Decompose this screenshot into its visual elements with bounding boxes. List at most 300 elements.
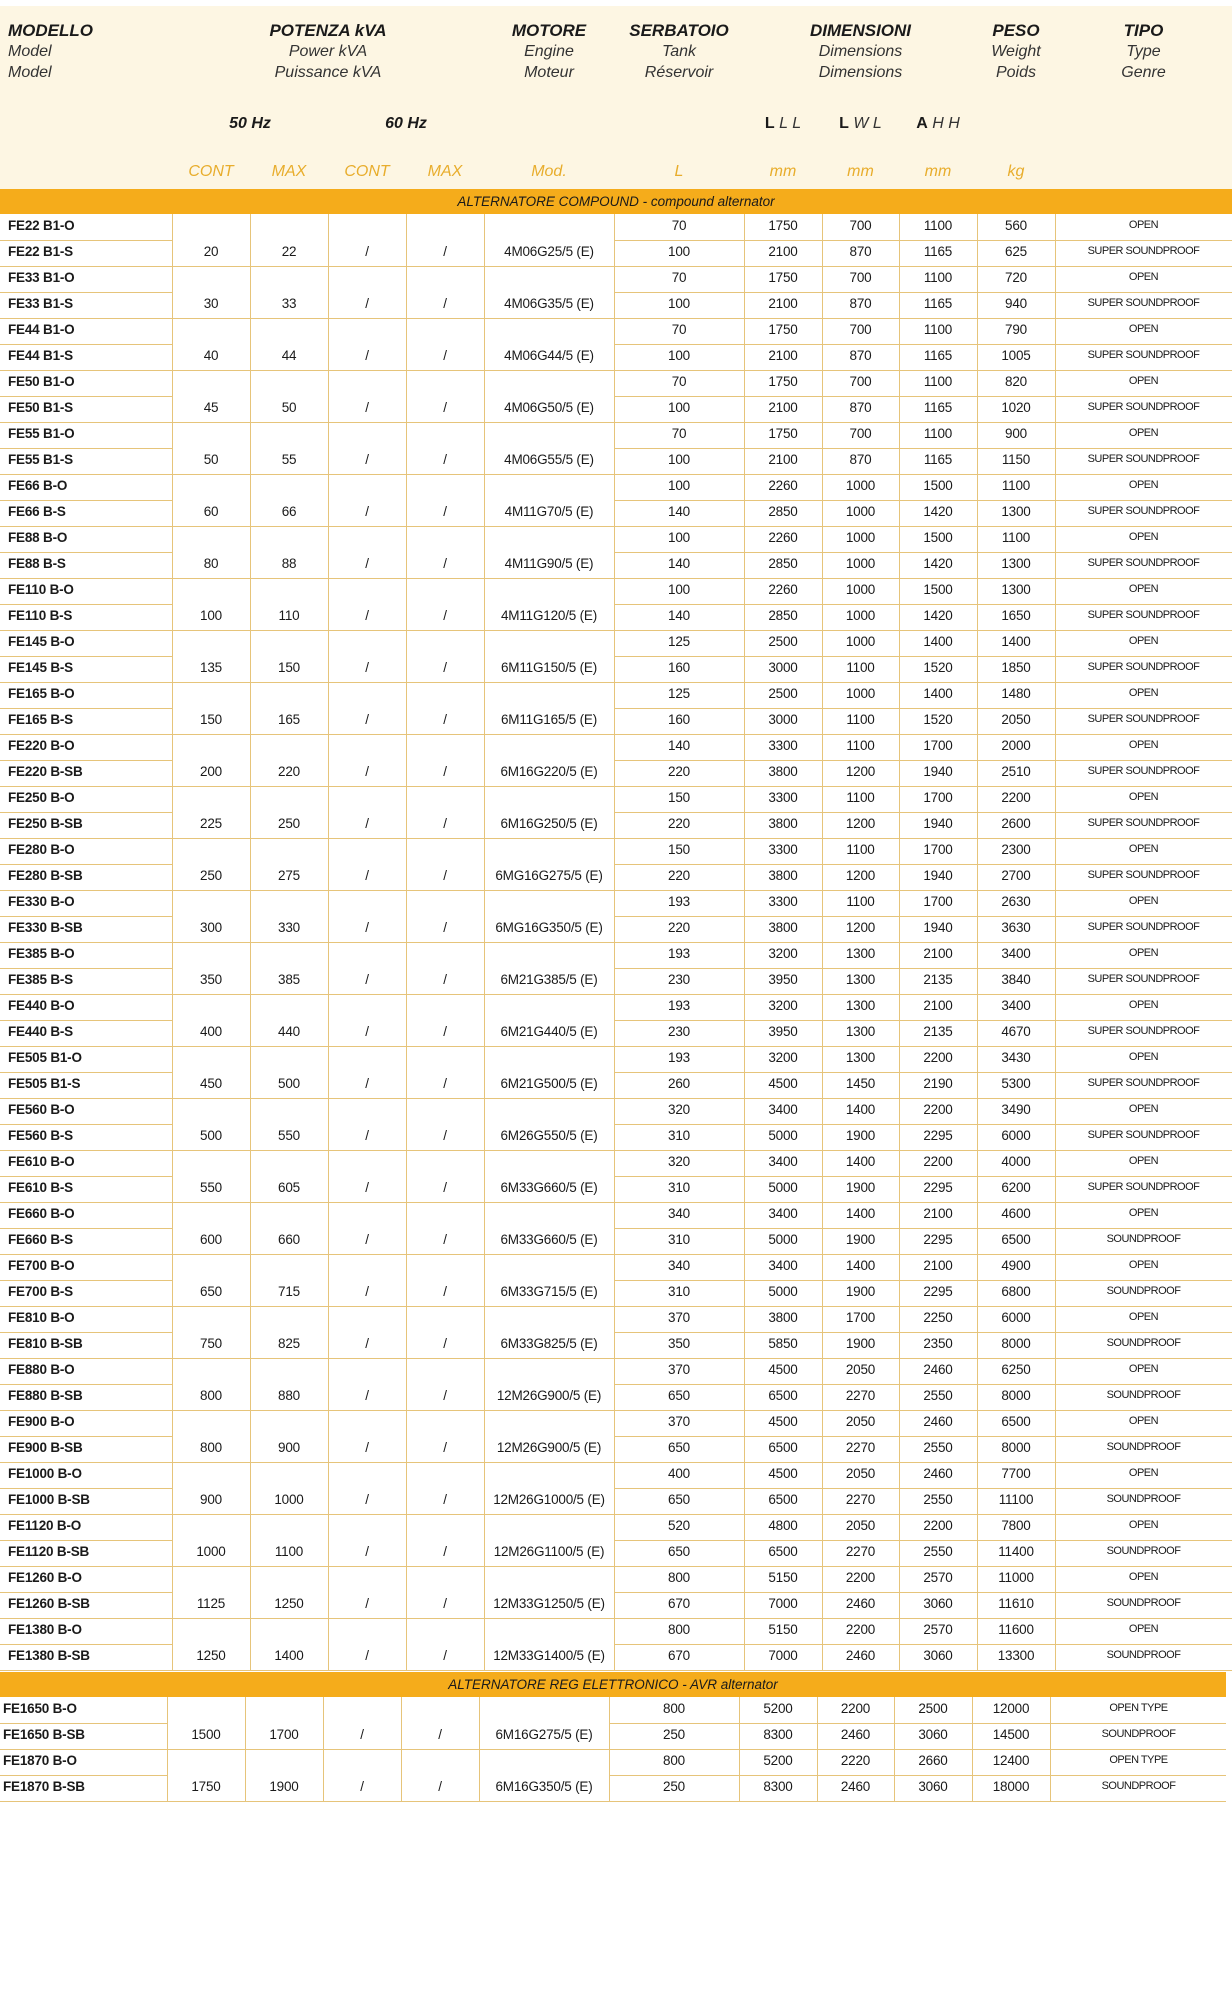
- height-mm: 2550: [923, 1492, 953, 1507]
- width-mm: 1000: [845, 556, 876, 571]
- col-weight-header: [977, 20, 1055, 83]
- length-mm: 2260: [768, 530, 798, 545]
- enclosure-type: OPEN: [1128, 1363, 1159, 1375]
- height-mm: 1165: [923, 452, 953, 467]
- tank-capacity: 310: [668, 1180, 690, 1195]
- width-mm: 1100: [846, 738, 875, 753]
- model-name: FE330 B-SB: [8, 920, 83, 935]
- power-50hz-max: 1400: [274, 1648, 304, 1663]
- enclosure-type: SOUNDPROOF: [1106, 1441, 1181, 1453]
- weight-kg: 11610: [998, 1596, 1034, 1611]
- engine-model: 6M26G550/5 (E): [500, 1128, 598, 1143]
- weight-kg: 11400: [998, 1544, 1034, 1559]
- col-divider: [323, 1697, 324, 1801]
- row-divider: [0, 1046, 1232, 1047]
- height-mm: 1100: [923, 426, 953, 441]
- power-60hz-cont: /: [360, 1779, 364, 1794]
- row-divider: [614, 1540, 1232, 1541]
- table-header: [0, 6, 1232, 189]
- dim-length-initial: L: [764, 115, 775, 132]
- width-mm: 700: [849, 374, 872, 389]
- col-divider: [1050, 1697, 1051, 1801]
- row-divider: [0, 1332, 172, 1333]
- power-60hz-cont: /: [365, 816, 369, 831]
- engine-model: 4M06G50/5 (E): [504, 400, 594, 415]
- power-60hz-max: /: [443, 660, 447, 675]
- model-name: FE560 B-S: [8, 1128, 73, 1143]
- model-name: FE88 B-O: [8, 530, 68, 545]
- height-mm: 1940: [923, 868, 953, 883]
- weight-kg: 12400: [992, 1753, 1030, 1768]
- row-divider: [0, 968, 172, 969]
- row-divider: [0, 526, 1232, 527]
- power-60hz-max: /: [443, 972, 447, 987]
- weight-kg: 3400: [1001, 998, 1031, 1013]
- power-60hz-cont: /: [365, 1336, 369, 1351]
- weight-kg: 6200: [1001, 1180, 1031, 1195]
- power-60hz-cont: /: [365, 1232, 369, 1247]
- power-60hz-cont: /: [365, 920, 369, 935]
- power-50hz-cont: 20: [203, 244, 219, 259]
- power-60hz-max: /: [443, 296, 447, 311]
- engine-header-en: Engine: [524, 43, 574, 60]
- weight-kg: 1300: [1001, 582, 1031, 597]
- width-mm: 1900: [845, 1336, 876, 1351]
- enclosure-type: OPEN: [1128, 1051, 1159, 1063]
- power-50hz-cont: 550: [200, 1180, 222, 1195]
- width-mm: 2460: [845, 1648, 876, 1663]
- model-name: FE145 B-O: [8, 634, 75, 649]
- row-divider: [0, 318, 1232, 319]
- tank-capacity: 320: [668, 1154, 690, 1169]
- weight-kg: 820: [1005, 374, 1027, 389]
- weight-kg: 4900: [1001, 1258, 1031, 1273]
- width-mm: 1200: [845, 868, 876, 883]
- weight-kg: 2630: [1001, 894, 1031, 909]
- height-mm: 2190: [923, 1076, 953, 1091]
- col-divider: [401, 1697, 402, 1801]
- engine-model: 4M06G44/5 (E): [504, 348, 594, 363]
- height-mm: 1100: [923, 374, 953, 389]
- tank-capacity: 250: [663, 1727, 685, 1742]
- tank-capacity: 230: [668, 972, 690, 987]
- model-name: FE330 B-O: [8, 894, 75, 909]
- row-divider: [0, 1775, 167, 1776]
- engine-model: 6M33G660/5 (E): [500, 1232, 598, 1247]
- height-mm: 1420: [923, 504, 953, 519]
- power-60hz-cont: /: [365, 452, 369, 467]
- weight-kg: 1150: [1001, 452, 1031, 467]
- height-mm: 2100: [923, 1206, 953, 1221]
- enclosure-type: SUPER SOUNDPROOF: [1087, 1077, 1200, 1089]
- engine-model: 4M11G70/5 (E): [504, 504, 594, 519]
- tank-capacity: 670: [668, 1596, 690, 1611]
- weight-kg: 1100: [1001, 478, 1031, 493]
- row-divider: [614, 344, 1232, 345]
- row-divider: [0, 344, 172, 345]
- height-mm: 2200: [923, 1518, 953, 1533]
- weight-kg: 6800: [1001, 1284, 1031, 1299]
- power-50hz-cont: 1500: [191, 1727, 221, 1742]
- col-divider: [245, 1697, 246, 1801]
- length-mm: 5000: [768, 1128, 798, 1143]
- height-mm: 1700: [923, 894, 953, 909]
- engine-model: 6M11G165/5 (E): [501, 712, 597, 727]
- unit-cont50: CONT: [188, 163, 234, 180]
- power-60hz-cont: /: [365, 868, 369, 883]
- width-mm: 1000: [845, 686, 876, 701]
- tank-capacity: 193: [668, 894, 690, 909]
- height-mm: 2100: [923, 998, 953, 1013]
- dims-header-en: Dimensions: [818, 43, 903, 60]
- weight-kg: 1300: [1001, 556, 1031, 571]
- power-50hz-cont: 800: [200, 1388, 222, 1403]
- enclosure-type: SOUNDPROOF: [1106, 1233, 1181, 1245]
- model-name: FE50 B1-S: [8, 400, 73, 415]
- engine-model: 6M21G500/5 (E): [500, 1076, 598, 1091]
- length-mm: 5150: [768, 1622, 798, 1637]
- length-mm: 2100: [768, 348, 798, 363]
- width-mm: 700: [849, 426, 872, 441]
- enclosure-type: OPEN: [1128, 739, 1159, 751]
- row-divider: [609, 1723, 1226, 1724]
- engine-model: 6M16G275/5 (E): [495, 1727, 593, 1742]
- length-mm: 1750: [768, 374, 798, 389]
- enclosure-type: SUPER SOUNDPROOF: [1087, 401, 1200, 413]
- model-header-fr: Model: [8, 64, 52, 81]
- engine-model: 4M06G55/5 (E): [504, 452, 594, 467]
- col-tank-header: [614, 20, 744, 83]
- width-mm: 1400: [845, 1154, 876, 1169]
- unit-mod: Mod.: [531, 163, 567, 180]
- tank-header-fr: Réservoir: [644, 64, 714, 81]
- power-60hz-max: /: [443, 1440, 447, 1455]
- row-divider: [614, 500, 1232, 501]
- power-60hz-max: /: [443, 1284, 447, 1299]
- power-60hz-cont: /: [365, 296, 369, 311]
- height-mm: 2295: [923, 1232, 953, 1247]
- enclosure-type: SOUNDPROOF: [1101, 1728, 1176, 1740]
- model-name: FE55 B1-S: [8, 452, 73, 467]
- power-50hz-max: 50: [281, 400, 297, 415]
- row-divider: [0, 1723, 167, 1724]
- width-mm: 700: [849, 270, 872, 285]
- height-mm: 1165: [923, 400, 953, 415]
- engine-model: 6M16G250/5 (E): [500, 816, 598, 831]
- width-mm: 1000: [845, 504, 876, 519]
- height-mm: 1500: [923, 582, 953, 597]
- power-50hz-max: 1250: [274, 1596, 304, 1611]
- model-name: FE50 B1-O: [8, 374, 75, 389]
- row-divider: [0, 500, 172, 501]
- length-mm: 2850: [768, 556, 798, 571]
- tank-capacity: 340: [668, 1258, 690, 1273]
- width-mm: 1000: [845, 608, 876, 623]
- row-divider: [0, 1306, 1232, 1307]
- model-name: FE660 B-O: [8, 1206, 75, 1221]
- height-mm: 1165: [923, 244, 953, 259]
- height-mm: 2570: [923, 1570, 953, 1585]
- row-divider: [0, 1384, 172, 1385]
- model-name: FE1120 B-O: [8, 1518, 82, 1533]
- type-header-en: Type: [1126, 43, 1161, 60]
- power-50hz-cont: 1000: [196, 1544, 226, 1559]
- row-divider: [614, 1332, 1232, 1333]
- height-mm: 2295: [923, 1284, 953, 1299]
- width-mm: 2050: [845, 1466, 876, 1481]
- model-name: FE55 B1-O: [8, 426, 75, 441]
- model-name: FE110 B-O: [8, 582, 74, 597]
- model-name: FE505 B1-O: [8, 1050, 82, 1065]
- weight-kg: 2600: [1001, 816, 1031, 831]
- power-60hz-cont: /: [365, 348, 369, 363]
- enclosure-type: SOUNDPROOF: [1106, 1545, 1181, 1557]
- length-mm: 3800: [768, 764, 798, 779]
- enclosure-type: SUPER SOUNDPROOF: [1087, 661, 1200, 673]
- enclosure-type: SUPER SOUNDPROOF: [1087, 557, 1200, 569]
- enclosure-type: SUPER SOUNDPROOF: [1087, 973, 1200, 985]
- model-name: FE440 B-O: [8, 998, 75, 1013]
- width-mm: 1900: [845, 1128, 876, 1143]
- unit-kg: kg: [1007, 163, 1025, 180]
- height-mm: 2295: [923, 1128, 953, 1143]
- enclosure-type: OPEN: [1128, 1155, 1159, 1167]
- height-mm: 2660: [918, 1753, 948, 1768]
- enclosure-type: SUPER SOUNDPROOF: [1087, 1129, 1200, 1141]
- dims-header-it: DIMENSIONI: [809, 21, 912, 40]
- col-divider: [977, 214, 978, 1670]
- height-mm: 1420: [923, 608, 953, 623]
- model-name: FE610 B-S: [8, 1180, 73, 1195]
- power-60hz-max: /: [443, 1596, 447, 1611]
- row-divider: [0, 838, 1232, 839]
- length-mm: 3400: [768, 1206, 798, 1221]
- enclosure-type: OPEN: [1128, 895, 1159, 907]
- tank-capacity: 125: [668, 634, 690, 649]
- weight-kg: 5300: [1001, 1076, 1031, 1091]
- power-50hz-cont: 40: [203, 348, 219, 363]
- enclosure-type: OPEN: [1128, 271, 1159, 283]
- row-divider: [0, 682, 1232, 683]
- model-name: FE165 B-S: [8, 712, 73, 727]
- power-50hz-cont: 1750: [191, 1779, 221, 1794]
- weight-kg: 720: [1005, 270, 1027, 285]
- height-mm: 2460: [923, 1362, 953, 1377]
- enclosure-type: SUPER SOUNDPROOF: [1087, 765, 1200, 777]
- tank-capacity: 100: [668, 530, 690, 545]
- weight-kg: 2300: [1001, 842, 1031, 857]
- length-mm: 3300: [768, 738, 798, 753]
- dims-header-fr: Dimensions: [818, 64, 903, 81]
- row-divider: [614, 396, 1232, 397]
- width-mm: 1100: [846, 712, 875, 727]
- model-name: FE560 B-O: [8, 1102, 75, 1117]
- dim-length-rest: L L: [774, 115, 802, 132]
- power-60hz-max: /: [438, 1779, 442, 1794]
- width-mm: 1100: [846, 790, 875, 805]
- width-mm: 1100: [846, 894, 875, 909]
- row-divider: [614, 760, 1232, 761]
- length-mm: 2260: [768, 478, 798, 493]
- row-divider: [614, 1020, 1232, 1021]
- power-60hz-max: /: [443, 1336, 447, 1351]
- row-divider: [0, 812, 172, 813]
- power-60hz-max: /: [443, 608, 447, 623]
- model-name: FE250 B-SB: [8, 816, 83, 831]
- power-60hz-max: /: [443, 920, 447, 935]
- row-divider: [0, 864, 172, 865]
- engine-model: 4M06G25/5 (E): [504, 244, 594, 259]
- model-name: FE66 B-S: [8, 504, 66, 519]
- power-60hz-cont: /: [365, 1024, 369, 1039]
- engine-model: 6M33G660/5 (E): [500, 1180, 598, 1195]
- engine-model: 6M16G220/5 (E): [500, 764, 598, 779]
- weight-kg: 7700: [1001, 1466, 1031, 1481]
- power-50hz-cont: 350: [200, 972, 222, 987]
- power-50hz-max: 1100: [274, 1544, 304, 1559]
- weight-kg: 940: [1005, 296, 1027, 311]
- length-mm: 7000: [768, 1648, 798, 1663]
- enclosure-type: SUPER SOUNDPROOF: [1087, 713, 1200, 725]
- row-divider: [0, 1514, 1232, 1515]
- model-name: FE22 B1-O: [8, 218, 75, 233]
- power-50hz-max: 22: [281, 244, 297, 259]
- row-divider: [0, 604, 172, 605]
- height-mm: 2460: [923, 1414, 953, 1429]
- tank-capacity: 70: [671, 322, 687, 337]
- row-divider: [0, 266, 1232, 267]
- length-mm: 3200: [768, 1050, 798, 1065]
- unit-mm-height: mm: [924, 163, 952, 180]
- col-divider: [894, 1697, 895, 1801]
- row-divider: [0, 1749, 1226, 1750]
- tank-header-it: SERBATOIO: [629, 21, 729, 40]
- weight-kg: 560: [1005, 218, 1027, 233]
- height-mm: 3060: [923, 1596, 953, 1611]
- enclosure-type: OPEN: [1128, 635, 1159, 647]
- power-60hz-max: /: [443, 712, 447, 727]
- power-50hz-cont: 400: [200, 1024, 222, 1039]
- row-divider: [0, 1462, 1232, 1463]
- enclosure-type: SUPER SOUNDPROOF: [1087, 817, 1200, 829]
- width-mm: 2050: [845, 1414, 876, 1429]
- power-header-en: Power kVA: [288, 43, 368, 60]
- dim-length-label: [744, 115, 822, 133]
- tank-capacity: 320: [668, 1102, 690, 1117]
- unit-cont60: CONT: [344, 163, 390, 180]
- row-divider: [0, 370, 1232, 371]
- width-mm: 1200: [845, 920, 876, 935]
- height-mm: 2100: [923, 946, 953, 961]
- dim-height-rest: H H: [927, 115, 960, 132]
- tank-header-en: Tank: [661, 43, 697, 60]
- height-mm: 2135: [923, 972, 953, 987]
- weight-kg: 4670: [1001, 1024, 1031, 1039]
- height-mm: 1700: [923, 790, 953, 805]
- tank-capacity: 670: [668, 1648, 690, 1663]
- tank-capacity: 140: [668, 556, 690, 571]
- power-50hz-max: 66: [281, 504, 297, 519]
- power-50hz-cont: 45: [203, 400, 219, 415]
- enclosure-type: OPEN: [1128, 1311, 1159, 1323]
- tank-capacity: 100: [668, 400, 690, 415]
- row-divider: [0, 1488, 172, 1489]
- row-divider: [0, 656, 172, 657]
- model-name: FE1650 B-SB: [3, 1727, 85, 1742]
- enclosure-type: OPEN: [1128, 1103, 1159, 1115]
- power-60hz-max: /: [443, 556, 447, 571]
- row-divider: [614, 1436, 1232, 1437]
- power-60hz-cont: /: [365, 556, 369, 571]
- dim-width-label: [822, 115, 899, 133]
- enclosure-type: SUPER SOUNDPROOF: [1087, 245, 1200, 257]
- length-mm: 3800: [768, 868, 798, 883]
- enclosure-type: SUPER SOUNDPROOF: [1087, 869, 1200, 881]
- width-mm: 2270: [845, 1440, 876, 1455]
- power-50hz-max: 1700: [269, 1727, 299, 1742]
- row-divider: [614, 1280, 1232, 1281]
- engine-model: 12M26G900/5 (E): [496, 1440, 602, 1455]
- model-name: FE1870 B-SB: [3, 1779, 85, 1794]
- enclosure-type: OPEN: [1128, 427, 1159, 439]
- length-mm: 3000: [768, 660, 798, 675]
- weight-kg: 11100: [998, 1492, 1034, 1507]
- height-mm: 1165: [923, 348, 953, 363]
- length-mm: 6500: [768, 1544, 798, 1559]
- weight-kg: 1650: [1001, 608, 1031, 623]
- engine-model: 6M11G150/5 (E): [501, 660, 597, 675]
- row-divider: [0, 578, 1232, 579]
- engine-model: 12M26G1100/5 (E): [493, 1544, 605, 1559]
- tank-capacity: 370: [668, 1414, 690, 1429]
- row-divider: [0, 916, 172, 917]
- model-name: FE33 B1-O: [8, 270, 75, 285]
- engine-model: 4M06G35/5 (E): [504, 296, 594, 311]
- length-mm: 2850: [768, 504, 798, 519]
- tank-capacity: 800: [668, 1570, 690, 1585]
- power-50hz-max: 33: [281, 296, 297, 311]
- length-mm: 2100: [768, 400, 798, 415]
- model-name: FE1870 B-O: [3, 1753, 77, 1768]
- row-divider: [0, 630, 1232, 631]
- height-mm: 1940: [923, 816, 953, 831]
- row-divider: [614, 1228, 1232, 1229]
- row-divider: [614, 1124, 1232, 1125]
- length-mm: 1750: [768, 322, 798, 337]
- power-50hz-max: 550: [278, 1128, 300, 1143]
- tank-capacity: 150: [668, 790, 690, 805]
- width-mm: 1000: [845, 634, 876, 649]
- height-mm: 1520: [923, 660, 953, 675]
- enclosure-type: SOUNDPROOF: [1101, 1780, 1176, 1792]
- length-mm: 2100: [768, 296, 798, 311]
- power-50hz-max: 440: [278, 1024, 300, 1039]
- power-60hz-max: /: [443, 1544, 447, 1559]
- width-mm: 1900: [845, 1232, 876, 1247]
- row-divider: [614, 968, 1232, 969]
- row-divider: [614, 1384, 1232, 1385]
- power-60hz-max: /: [443, 1180, 447, 1195]
- row-divider: [0, 890, 1232, 891]
- engine-model: 12M26G1000/5 (E): [493, 1492, 605, 1507]
- height-mm: 1700: [923, 738, 953, 753]
- height-mm: 2135: [923, 1024, 953, 1039]
- weight-kg: 12000: [992, 1701, 1030, 1716]
- row-divider: [0, 240, 172, 241]
- length-mm: 3200: [768, 946, 798, 961]
- length-mm: 4800: [768, 1518, 798, 1533]
- length-mm: 4500: [768, 1414, 798, 1429]
